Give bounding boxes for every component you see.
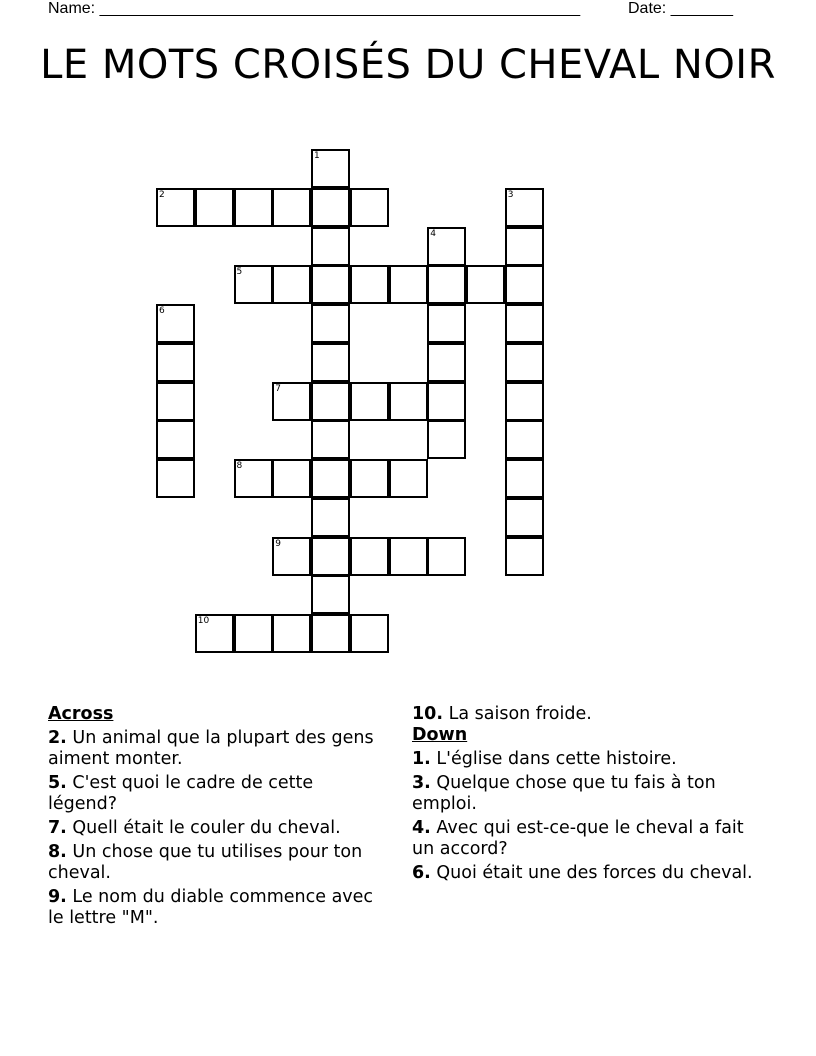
- clue-across-9: [48, 887, 378, 929]
- crossword-cell[interactable]: [427, 382, 466, 421]
- crossword-cell[interactable]: [505, 343, 544, 382]
- clue-text: Quoi était une des forces du cheval.: [436, 863, 753, 883]
- cell-number: 5: [236, 267, 243, 278]
- crossword-cell[interactable]: [156, 382, 195, 421]
- crossword-cell[interactable]: [156, 420, 195, 459]
- cell-number: 10: [197, 616, 210, 626]
- clue-text: Quell était le couler du cheval.: [72, 818, 341, 838]
- crossword-cell[interactable]: [156, 304, 195, 343]
- crossword-cell[interactable]: [466, 265, 505, 304]
- crossword-cell[interactable]: [272, 614, 311, 653]
- clue-number: 4.: [412, 818, 431, 838]
- crossword-cell[interactable]: [505, 498, 544, 537]
- cell-number: 2: [159, 189, 165, 200]
- crossword-cell[interactable]: [350, 265, 389, 304]
- cell-number: 6: [159, 306, 165, 316]
- clues-column-right: [412, 704, 762, 884]
- cell-number: 8: [236, 461, 243, 471]
- crossword-cell[interactable]: [272, 382, 311, 421]
- clue-number: 9.: [48, 887, 67, 907]
- clue-number: 5.: [48, 773, 67, 793]
- crossword-cell[interactable]: [427, 265, 466, 304]
- page-title: LE MOTS CROISÉS DU CHEVAL NOIR: [40, 42, 776, 88]
- clue-text: Le nom du diable commence avec le lettre "M".: [48, 887, 374, 928]
- crossword-cell[interactable]: [311, 420, 350, 459]
- clue-text: C'est quoi le cadre de cette légend?: [48, 773, 314, 814]
- crossword-cell[interactable]: [311, 537, 350, 576]
- crossword-cell[interactable]: [234, 614, 273, 653]
- date-field[interactable]: Date: _______: [628, 0, 733, 17]
- crossword-cell[interactable]: [389, 459, 428, 498]
- clue-text: Avec qui est-ce-que le cheval a fait un accord?: [412, 818, 744, 859]
- crossword-cell[interactable]: [389, 382, 428, 421]
- cell-number: 1: [314, 151, 320, 161]
- crossword-cell[interactable]: [505, 382, 544, 421]
- clue-text: Quelque chose que tu fais à ton emploi.: [412, 773, 716, 814]
- clue-across-5: [48, 773, 378, 815]
- crossword-cell[interactable]: [195, 188, 234, 227]
- clue-text: L'église dans cette histoire.: [436, 749, 677, 769]
- clue-number: 2.: [48, 728, 67, 748]
- crossword-cell[interactable]: [427, 420, 466, 459]
- cell-number: 7: [275, 383, 281, 394]
- crossword-cell[interactable]: [272, 265, 311, 304]
- crossword-cell[interactable]: [427, 537, 466, 576]
- crossword-cell[interactable]: [427, 304, 466, 343]
- clue-text: La saison froide.: [448, 704, 592, 724]
- crossword-cell[interactable]: [505, 537, 544, 576]
- crossword-cell[interactable]: [427, 227, 466, 266]
- crossword-cell[interactable]: [195, 614, 234, 653]
- clue-number: 1.: [412, 749, 431, 769]
- down-heading: Down: [412, 725, 468, 745]
- clue-text: Un animal que la plupart des gens aiment monter.: [48, 728, 374, 769]
- clue-text: Un chose que tu utilises pour ton cheval.: [48, 842, 363, 883]
- crossword-cell[interactable]: [427, 343, 466, 382]
- crossword-cell[interactable]: [350, 614, 389, 653]
- clue-down-3: [412, 773, 762, 815]
- crossword-cell[interactable]: [350, 188, 389, 227]
- crossword-cell[interactable]: [234, 188, 273, 227]
- crossword-cell[interactable]: [505, 188, 544, 227]
- crossword-cell[interactable]: [311, 575, 350, 614]
- crossword-cell[interactable]: [350, 382, 389, 421]
- crossword-cell[interactable]: [272, 459, 311, 498]
- crossword-cell[interactable]: [350, 459, 389, 498]
- crossword-cell[interactable]: [311, 265, 350, 304]
- clue-across-8: [48, 842, 378, 884]
- cell-number: 4: [430, 228, 436, 239]
- clue-across-2: [48, 728, 378, 770]
- crossword-cell[interactable]: [234, 459, 273, 498]
- clues-column-left: [48, 704, 378, 929]
- cell-number: 3: [507, 189, 514, 200]
- cell-number: 9: [275, 538, 281, 549]
- clue-number: 7.: [48, 818, 67, 838]
- crossword-cell[interactable]: [311, 343, 350, 382]
- clue-number: 10.: [412, 704, 444, 724]
- crossword-cell[interactable]: [389, 265, 428, 304]
- crossword-cell[interactable]: [350, 537, 389, 576]
- crossword-cell[interactable]: [311, 227, 350, 266]
- name-field[interactable]: Name: ______________________________________________________: [48, 0, 581, 17]
- crossword-cell[interactable]: [505, 459, 544, 498]
- crossword-cell[interactable]: [234, 265, 273, 304]
- clue-number: 6.: [412, 863, 431, 883]
- crossword-cell[interactable]: [311, 382, 350, 421]
- clue-down-4: [412, 818, 762, 860]
- crossword-cell[interactable]: [272, 188, 311, 227]
- crossword-cell[interactable]: [505, 420, 544, 459]
- clue-across-10: [412, 704, 762, 725]
- crossword-cell[interactable]: [389, 537, 428, 576]
- crossword-cell[interactable]: [505, 304, 544, 343]
- crossword-cell[interactable]: [156, 343, 195, 382]
- crossword-cell[interactable]: [505, 227, 544, 266]
- crossword-cell[interactable]: [311, 498, 350, 537]
- across-heading: Across: [48, 704, 114, 724]
- crossword-cell[interactable]: [311, 149, 350, 188]
- crossword-cell[interactable]: [156, 459, 195, 498]
- crossword-cell[interactable]: [311, 304, 350, 343]
- crossword-cell[interactable]: [156, 188, 195, 227]
- crossword-cell[interactable]: [272, 537, 311, 576]
- crossword-cell[interactable]: [311, 614, 350, 653]
- clue-across-7: [48, 818, 378, 839]
- clue-down-1: [412, 749, 762, 770]
- crossword-cell[interactable]: [311, 459, 350, 498]
- clue-number: 3.: [412, 773, 431, 793]
- clue-down-6: [412, 863, 762, 884]
- crossword-cell[interactable]: [505, 265, 544, 304]
- clue-number: 8.: [48, 842, 67, 862]
- crossword-cell[interactable]: [311, 188, 350, 227]
